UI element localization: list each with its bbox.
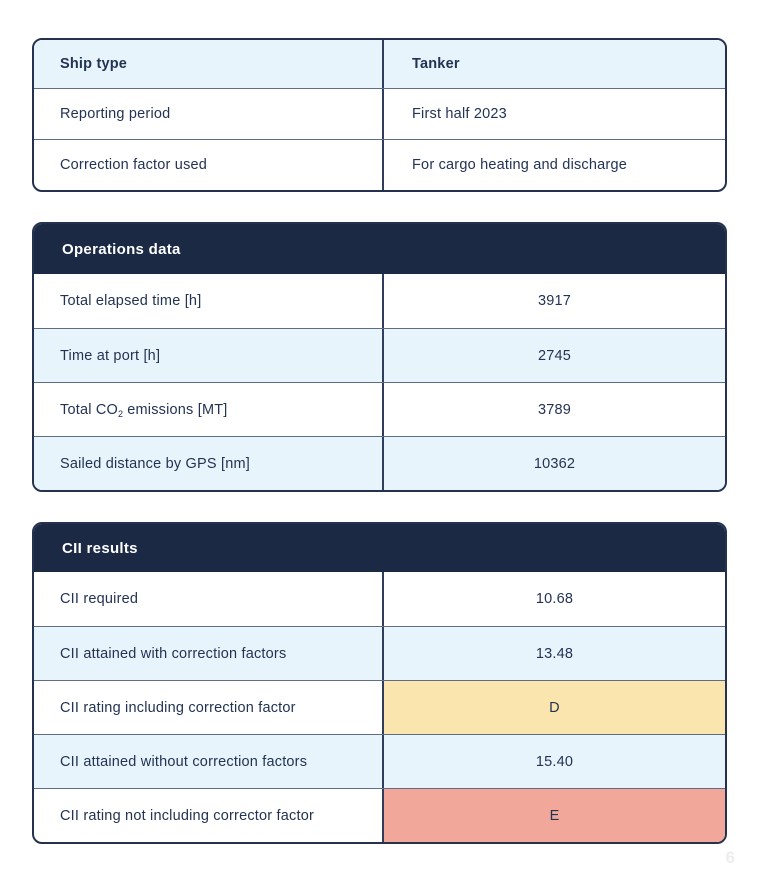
total-elapsed-time-value: 3917: [382, 274, 725, 328]
cii-rating-without-cf-label: CII rating not including corrector factor: [60, 807, 315, 824]
cii-attained-with-cf-label: CII attained with correction factors: [60, 645, 287, 662]
time-at-port-label: Time at port [h]: [60, 347, 161, 364]
cii-attained-without-cf-value: 15.40: [382, 735, 725, 788]
cii-required-label: CII required: [60, 591, 139, 607]
reporting-period-value: First half 2023: [382, 89, 725, 139]
cii-rating-with-cf-label: CII rating including correction factor: [60, 699, 296, 716]
operations-data-table: [32, 222, 727, 492]
ship-info-table: [32, 38, 727, 192]
correction-factor-label: Correction factor used: [60, 157, 208, 173]
table-row: [34, 436, 725, 490]
cii-attained-with-cf-value: 13.48: [382, 627, 725, 680]
cii-required-value: 10.68: [382, 572, 725, 626]
total-co2-emissions-value: 3789: [382, 383, 725, 436]
table-row: [34, 572, 725, 626]
table-row: [34, 40, 725, 88]
table-row: [34, 734, 725, 788]
ship-type-header: Ship type: [60, 56, 128, 72]
ship-type-value: Tanker: [382, 40, 725, 88]
total-elapsed-time-label: Total elapsed time [h]: [60, 293, 202, 309]
page-number: 6: [725, 848, 735, 867]
table-row: [34, 382, 725, 436]
correction-factor-value: For cargo heating and discharge: [382, 140, 725, 190]
time-at-port-value: 2745: [382, 329, 725, 382]
operations-data-title: Operations data: [34, 224, 725, 274]
table-row: [34, 680, 725, 734]
table-row: [34, 139, 725, 190]
cii-results-title: CII results: [34, 524, 725, 572]
cii-rating-d-badge: D: [382, 681, 725, 734]
sailed-distance-label: Sailed distance by GPS [nm]: [60, 455, 250, 472]
table-row: [34, 274, 725, 328]
reporting-period-label: Reporting period: [60, 106, 171, 122]
co2-label-suffix: emissions [MT]: [127, 401, 228, 418]
cii-attained-without-cf-label: CII attained without correction factors: [60, 753, 308, 770]
table-row: [34, 328, 725, 382]
table-row: [34, 88, 725, 139]
co2-label-prefix: Total CO: [60, 401, 119, 418]
table-row: [34, 788, 725, 842]
sailed-distance-value: 10362: [382, 437, 725, 490]
cii-rating-e-badge: E: [382, 789, 725, 842]
total-co2-emissions-label: Total CO $_2$ emissions [MT]: [60, 401, 228, 419]
report-page: [32, 38, 727, 844]
table-row: [34, 626, 725, 680]
cii-results-table: [32, 522, 727, 844]
